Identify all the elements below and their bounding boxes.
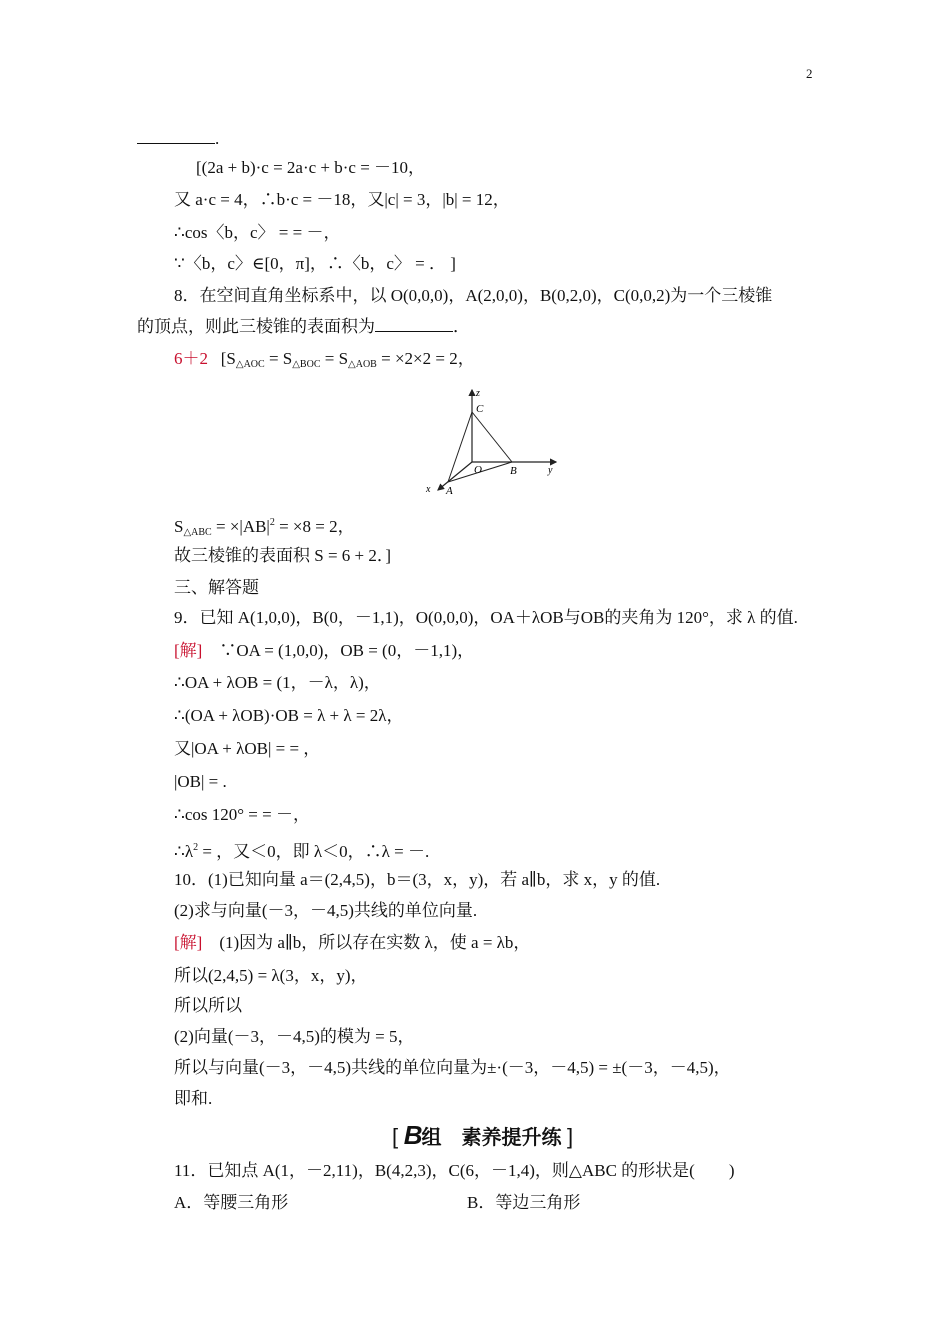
solution-line: [(2a + b)·c = 2a·c + b·c = －10， xyxy=(196,158,426,177)
label-O: O xyxy=(474,464,482,476)
superscript: 2 xyxy=(193,842,199,853)
solution-line: 又 a·c = 4，∴b·c = －18，又|c| = 3，|b| = 12， xyxy=(174,190,510,209)
question-9-solution-start xyxy=(174,640,474,662)
subscript: △AOB xyxy=(348,359,377,370)
answer-text: [S xyxy=(220,349,236,368)
bracket-close: ] xyxy=(567,1124,574,1149)
solution-line: 故三棱锥的表面积 S = 6 + 2．] xyxy=(174,546,392,565)
solution-line: ∵〈b，c〉∈[0，π]，∴〈b，c〉 = ． ] xyxy=(174,254,456,273)
answer-text: = S xyxy=(320,349,349,368)
group-b-heading xyxy=(392,1120,573,1151)
label-y: y xyxy=(548,465,553,476)
solution-line: (2)向量(－3，－4,5)的模为 = 5， xyxy=(174,1027,415,1046)
edge-CB xyxy=(472,412,512,462)
label-B: B xyxy=(510,465,517,477)
option-b: B．等边三角形 xyxy=(467,1193,581,1212)
solution-line: ∴(OA + λOB)·OB = λ + λ = 2λ， xyxy=(174,706,404,725)
solution-line xyxy=(174,837,429,863)
option-a: A．等腰三角形 xyxy=(174,1193,289,1212)
label-C: C xyxy=(476,403,484,415)
bracket-open: [ xyxy=(392,1124,399,1149)
fill-blank xyxy=(375,317,453,332)
question-10-solution-start xyxy=(174,932,530,954)
question-8-text: 8．在空间直角坐标系中，以 O(0,0,0)，A(2,0,0)，B(0,2,0)，C(0,0,2)为一个三棱锥 xyxy=(174,286,773,305)
answer-text: = S xyxy=(264,349,293,368)
solution-line: 即和. xyxy=(174,1089,213,1108)
solution-line: ∴cos 120° = = －， xyxy=(174,805,310,824)
solution-text: ∴λ xyxy=(174,842,194,861)
question-8-answer xyxy=(174,348,475,376)
solution-line: ∴OA + λOB = (1，－λ，λ)， xyxy=(174,673,381,692)
page-number: 2 xyxy=(806,66,813,81)
question-9-text: 9．已知 A(1,0,0)，B(0，－1,1)，O(0,0,0)，OA＋λOB与OB的夹角为 120°，求 λ 的值. xyxy=(174,608,798,627)
solution-text: (1)因为 a∥b，所以存在实数 λ，使 a = λb， xyxy=(219,933,531,952)
solution-line: 所以与向量(－3，－4,5)共线的单位向量为±·(－3，－4,5) = ±(－3，－4,5)， xyxy=(174,1058,731,1077)
solution-line: 所以(2,4,5) = λ(3，x，y)， xyxy=(174,966,368,985)
solution-marker: [解] xyxy=(174,933,203,952)
section-heading: 三、解答题 xyxy=(174,578,259,597)
question-10-text-part2: (2)求与向量(－3，－4,5)共线的单位向量. xyxy=(174,901,478,920)
answer-blank-line xyxy=(137,128,219,150)
answer-text: = ×2×2 = 2， xyxy=(376,349,475,368)
solution-marker: [解] xyxy=(174,641,203,660)
solution-line: 所以所以 xyxy=(174,996,242,1015)
subscript: △AOC xyxy=(235,359,265,370)
solution-text: ∵OA = (1,0,0)，OB = (0，－1,1)， xyxy=(219,641,475,660)
tetrahedron-figure xyxy=(420,382,570,502)
answer-text: S xyxy=(174,517,184,536)
label-A: A xyxy=(446,485,453,497)
answer-text: = ×8 = 2， xyxy=(274,517,355,536)
answer-text: = ×|AB| xyxy=(211,517,270,536)
fill-blank xyxy=(137,129,215,144)
superscript: 2 xyxy=(269,517,275,528)
label-x: x xyxy=(426,484,431,495)
question-8-text-part: 的顶点，则此三棱锥的表面积为 xyxy=(137,317,375,336)
label-z: z xyxy=(476,388,480,399)
group-title: 组 素养提升练 xyxy=(421,1127,562,1149)
subscript: △ABC xyxy=(183,527,212,538)
group-letter: B xyxy=(403,1120,422,1150)
question-10-text: 10．(1)已知向量 a＝(2,4,5)，b＝(3，x，y)，若 a∥b，求 x，y 的值. xyxy=(174,870,661,889)
blank-period: ． xyxy=(453,317,470,336)
blank-period: . xyxy=(215,129,220,148)
solution-line xyxy=(174,512,355,544)
question-8-text-cont xyxy=(137,316,470,338)
solution-line: 又|OA + λOB| = = ， xyxy=(174,739,321,758)
question-11-text: 11．已知点 A(1，－2,11)，B(4,2,3)，C(6，－1,4)，则△ABC 的形状是( ) xyxy=(174,1161,735,1180)
answer-value: 6＋2 xyxy=(174,349,208,368)
solution-line: ∴cos〈b，c〉 = = －， xyxy=(174,223,341,242)
solution-text: = ，又＜0，即 λ＜0，∴λ = －. xyxy=(198,842,430,861)
subscript: △BOC xyxy=(292,359,321,370)
solution-line: |OB| = . xyxy=(174,772,227,791)
